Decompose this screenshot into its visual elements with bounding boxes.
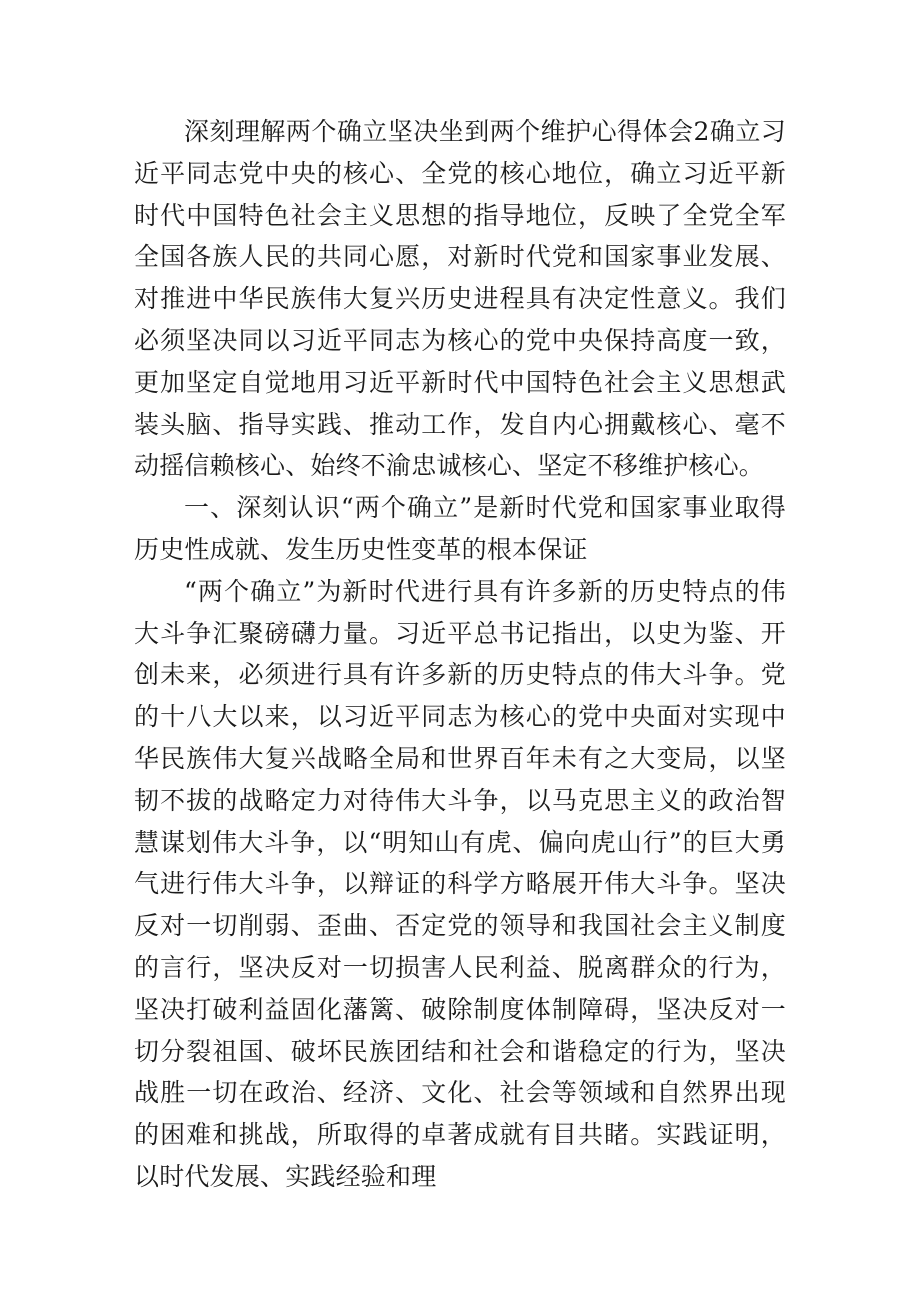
section-heading-one: 一、深刻认识“两个确立”是新时代党和国家事业取得历史性成就、发生历史性变革的根本保证: [134, 493, 786, 564]
paragraph-intro: 深刻理解两个确立坚决坐到两个维护心得体会2确立习近平同志党中央的核心、全党的核心地位，确立习近平新时代中国特色社会主义思想的指导地位，反映了全党全军全国各族人民的共同心愿，对新时代党和国家事业发展、对推进中华民族伟大复兴历史进程具有决定性意义。我们必须坚决同以习近平同志为核心的党中央保持高度一致，更加坚定自觉地用习近平新时代中国特色社会主义思想武装头脑、指导实践、推动工作，发自内心拥戴核心、毫不动摇信赖核心、始终不渝忠诚核心、坚定不移维护核心。: [134, 117, 786, 481]
document-body: [134, 111, 786, 1198]
paragraph-two-establishments: “两个确立”为新时代进行具有许多新的历史特点的伟大斗争汇聚磅礴力量。习近平总书记指出，以史为鉴、开创未来，必须进行具有许多新的历史特点的伟大斗争。党的十八大以来，以习近平同志为核心的党中央面对实现中华民族伟大复兴战略全局和世界百年未有之大变局，以坚韧不拔的战略定力对待伟大斗争，以马克思主义的政治智慧谋划伟大斗争，以“明知山有虎、偏向虎山行”的巨大勇气进行伟大斗争，以辩证的科学方略展开伟大斗争。坚决反对一切削弱、歪曲、否定党的领导和我国社会主义制度的言行，坚决反对一切损害人民利益、脱离群众的行为，坚决打破利益固化藩篱、破除制度体制障碍，坚决反对一切分裂祖国、破坏民族团结和社会和谐稳定的行为，坚决战胜一切在政治、经济、文化、社会等领域和自然界出现的困难和挑战，所取得的卓著成就有目共睹。实践证明，以时代发展、实践经验和理: [134, 576, 786, 1191]
